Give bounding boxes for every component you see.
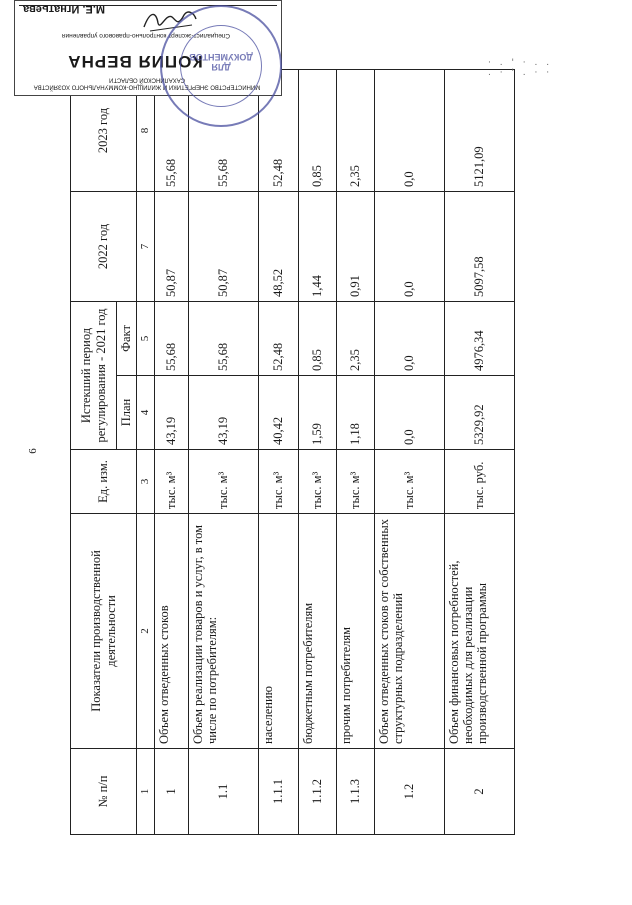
row-fact: 0,85 xyxy=(298,301,336,375)
row-fact: 2,35 xyxy=(336,301,374,375)
row-plan: 40,42 xyxy=(258,376,298,450)
row-2022: 48,52 xyxy=(258,191,298,301)
page-number: 6 xyxy=(26,448,39,454)
index-cell: 3 xyxy=(137,450,155,514)
table-row xyxy=(374,69,444,834)
row-2022: 50,87 xyxy=(188,191,258,301)
signer-name: М.Е. Игнатьева xyxy=(23,3,105,15)
table-row xyxy=(298,69,336,834)
row-fact: 55,68 xyxy=(188,301,258,375)
row-2023: 52,48 xyxy=(258,69,298,191)
row-unit: тыс. руб. xyxy=(444,450,514,514)
row-2023: 2,35 xyxy=(336,69,374,191)
row-num: 1 xyxy=(154,749,188,835)
row-plan: 5329,92 xyxy=(444,376,514,450)
row-indicator: населению xyxy=(258,514,298,749)
stamp-org-bottom: МИНИСТЕРСТВО ЭНЕРГЕТИКИ И ЖИЛИЩНО-КОММУНАЛЬНОГО ХОЗЯЙСТВА САХАЛИНСКОЙ ОБЛАСТИ xyxy=(33,76,261,90)
row-unit: тыс. м³ xyxy=(188,450,258,514)
row-num: 1.1.1 xyxy=(258,749,298,835)
row-indicator: бюджетным потребителям xyxy=(298,514,336,749)
header-plan: План xyxy=(117,376,137,450)
row-fact: 4976,34 xyxy=(444,301,514,375)
row-2022: 5097,58 xyxy=(444,191,514,301)
row-unit: тыс. м³ xyxy=(154,450,188,514)
row-unit: тыс. м³ xyxy=(374,450,444,514)
row-plan: 43,19 xyxy=(188,376,258,450)
row-2022: 1,44 xyxy=(298,191,336,301)
row-2023: 0,0 xyxy=(374,69,444,191)
row-fact: 55,68 xyxy=(154,301,188,375)
row-plan: 1,59 xyxy=(298,376,336,450)
index-cell: 5 xyxy=(137,301,155,375)
round-seal xyxy=(160,5,282,127)
header-num: № п/п xyxy=(71,749,137,835)
header-unit: Ед. изм. xyxy=(71,450,137,514)
index-cell: 8 xyxy=(137,69,155,191)
row-2022: 0,91 xyxy=(336,191,374,301)
row-indicator: Объем отведенных стоков от собственных структурных подразделений xyxy=(374,514,444,749)
row-indicator: Объем реализации товаров и услуг, в том числе по потребителям: xyxy=(188,514,258,749)
rotated-table-area xyxy=(70,70,490,835)
row-unit: тыс. м³ xyxy=(336,450,374,514)
row-fact: 0,0 xyxy=(374,301,444,375)
row-2023: 55,68 xyxy=(188,69,258,191)
stamp-copy-label: КОПИЯ ВЕРНА xyxy=(67,52,203,71)
table-row xyxy=(336,69,374,834)
seal-text: ДЛЯ ДОКУМЕНТОВ xyxy=(189,51,253,72)
row-num: 1.1.3 xyxy=(336,749,374,835)
row-fact: 52,48 xyxy=(258,301,298,375)
row-2023: 5121,09 xyxy=(444,69,514,191)
row-num: 1.1 xyxy=(188,749,258,835)
row-2023: 55,68 xyxy=(154,69,188,191)
row-2022: 0,0 xyxy=(374,191,444,301)
row-unit: тыс. м³ xyxy=(258,450,298,514)
row-num: 2 xyxy=(444,749,514,835)
row-plan: 0,0 xyxy=(374,376,444,450)
header-indicator: Показатели производственной деятельности xyxy=(71,514,137,749)
index-cell: 7 xyxy=(137,191,155,301)
index-cell: 4 xyxy=(137,376,155,450)
row-indicator: Объем отведенных стоков xyxy=(154,514,188,749)
row-plan: 43,19 xyxy=(154,376,188,450)
row-indicator: прочим потребителям xyxy=(336,514,374,749)
header-2023: 2023 год xyxy=(71,69,137,191)
stamp-org-top: Специалист-эксперт контрольно-правового управления xyxy=(61,31,231,39)
row-plan: 1,18 xyxy=(336,376,374,450)
row-2022: 50,87 xyxy=(154,191,188,301)
index-cell: 1 xyxy=(137,749,155,835)
index-cell: 2 xyxy=(137,514,155,749)
table-row xyxy=(188,69,258,834)
row-indicator: Объем финансовых потребностей, необходимых для реализации производственной программы xyxy=(444,514,514,749)
scan-noise: · . ' · . . . · ' . · · xyxy=(488,58,553,78)
table-row xyxy=(444,69,514,834)
table-row xyxy=(154,69,188,834)
header-2022: 2022 год xyxy=(71,191,137,301)
row-num: 1.1.2 xyxy=(298,749,336,835)
header-fact: Факт xyxy=(117,301,137,375)
row-num: 1.2 xyxy=(374,749,444,835)
production-indicators-table xyxy=(70,69,515,835)
row-2023: 0,85 xyxy=(298,69,336,191)
row-unit: тыс. м³ xyxy=(298,450,336,514)
table-row xyxy=(258,69,298,834)
header-period: Истекший период регулирования - 2021 год xyxy=(71,301,117,449)
table-wrapper xyxy=(70,70,490,835)
